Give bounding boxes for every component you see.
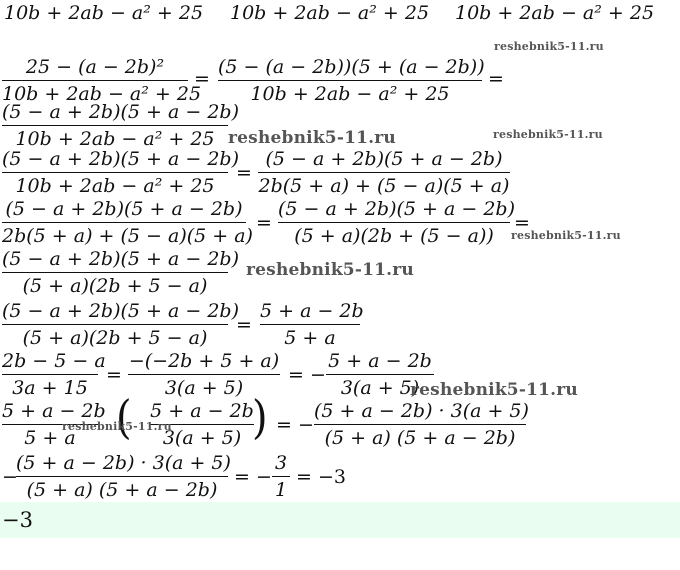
minus-sign: −	[2, 466, 18, 488]
denominator: (5 + a)(2b + 5 − a)	[22, 327, 208, 349]
fraction	[2, 198, 253, 247]
numerator: (5 − a + 2b)(5 + a − 2b)	[2, 248, 239, 270]
equals-sign: =	[106, 364, 122, 386]
numerator: (5 − a + 2b)(5 + a − 2b)	[278, 198, 515, 220]
equals-sign: =	[514, 212, 530, 234]
numerator: 2b − 5 − a	[2, 350, 106, 372]
watermark: reshebnik5-11.ru	[493, 128, 603, 141]
fraction	[2, 56, 202, 105]
fraction	[278, 198, 515, 247]
denominator: 3(a + 5)	[164, 377, 244, 399]
numerator: 25 − (a − 2b)²	[25, 56, 165, 78]
equals-sign: =	[236, 314, 252, 336]
watermark: reshebnik5-11.ru	[62, 420, 172, 433]
header-expression-1: 10b + 2ab − a² + 25	[4, 2, 204, 24]
watermark: reshebnik5-11.ru	[511, 229, 621, 242]
denominator: 10b + 2ab − a² + 25	[15, 175, 215, 197]
numerator: (5 − a + 2b)(5 + a − 2b)	[2, 300, 239, 322]
denominator: (5 + a)(2b + 5 − a)	[22, 275, 208, 297]
fraction	[2, 300, 239, 349]
fraction	[260, 300, 364, 349]
header-expression-2: 10b + 2ab − a² + 25	[230, 2, 430, 24]
denominator: (5 + a) (5 + a − 2b)	[324, 427, 516, 449]
equals-sign: =	[256, 212, 272, 234]
fraction	[2, 101, 239, 150]
fraction	[2, 148, 239, 197]
answer-value: −3	[2, 508, 33, 532]
denominator: 10b + 2ab − a² + 25	[15, 128, 215, 150]
right-parenthesis: )	[252, 391, 268, 445]
denominator: 2b(5 + a) + (5 − a)(5 + a)	[2, 225, 253, 247]
watermark: reshebnik5-11.ru	[410, 380, 578, 400]
fraction	[218, 56, 485, 105]
denominator: (5 + a)(2b + (5 − a))	[294, 225, 494, 247]
numerator: −(−2b + 5 + a)	[128, 350, 280, 372]
numerator: 3	[274, 452, 288, 474]
equals-sign: =	[488, 68, 504, 90]
watermark: reshebnik5-11.ru	[228, 128, 396, 148]
equals-sign: =	[236, 162, 252, 184]
fraction	[2, 248, 239, 297]
denominator: 5 + a	[284, 327, 336, 349]
denominator: 2b(5 + a) + (5 − a)(5 + a)	[258, 175, 510, 197]
fraction	[258, 148, 510, 197]
numerator: 5 + a − 2b	[2, 400, 106, 422]
denominator: 10b + 2ab − a² + 25	[2, 83, 202, 105]
numerator: 5 + a − 2b	[150, 400, 254, 422]
numerator: (5 + a − 2b) · 3(a + 5)	[314, 400, 529, 422]
fraction	[2, 350, 106, 399]
denominator: 3(a + 5)	[340, 377, 420, 399]
denominator: 1	[274, 479, 288, 501]
numerator: (5 + a − 2b) · 3(a + 5)	[16, 452, 231, 474]
numerator: (5 − a + 2b)(5 + a − 2b)	[265, 148, 503, 170]
answer-band	[0, 502, 680, 538]
left-parenthesis: (	[116, 391, 132, 445]
fraction	[272, 452, 290, 501]
equals-minus-sign: = −	[234, 466, 272, 488]
equals-sign: =	[194, 68, 210, 90]
numerator: (5 − a + 2b)(5 + a − 2b)	[2, 101, 239, 123]
denominator: 10b + 2ab − a² + 25	[250, 83, 450, 105]
numerator: (5 − (a − 2b))(5 + (a − 2b))	[218, 56, 485, 78]
fraction	[314, 400, 529, 449]
fraction	[16, 452, 231, 501]
denominator: 3a + 15	[12, 377, 88, 399]
equals-minus-sign: = −	[276, 414, 314, 436]
result-value: = −3	[296, 466, 346, 488]
watermark: reshebnik5-11.ru	[246, 260, 414, 280]
numerator: 5 + a − 2b	[328, 350, 432, 372]
numerator: 5 + a − 2b	[260, 300, 364, 322]
denominator: 5 + a	[24, 427, 76, 449]
equals-minus-sign: = −	[288, 364, 326, 386]
header-expression-3: 10b + 2ab − a² + 25	[455, 2, 655, 24]
denominator: 3(a + 5)	[162, 427, 242, 449]
watermark: reshebnik5-11.ru	[494, 40, 604, 53]
denominator: (5 + a) (5 + a − 2b)	[26, 479, 218, 501]
numerator: (5 − a + 2b)(5 + a − 2b)	[2, 148, 239, 170]
numerator: (5 − a + 2b)(5 + a − 2b)	[5, 198, 243, 220]
